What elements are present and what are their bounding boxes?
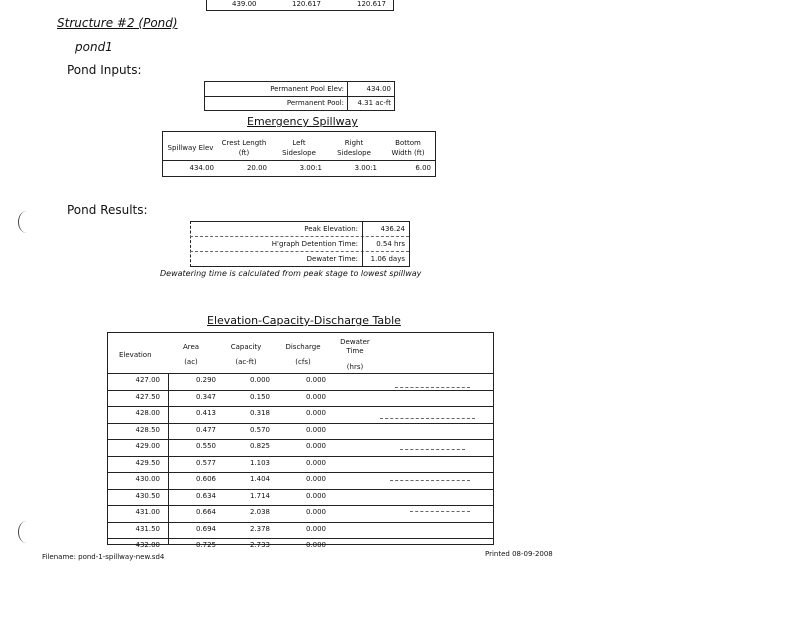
- table-artifact-line: [390, 480, 470, 481]
- pond-results-heading: Pond Results:: [67, 203, 148, 217]
- ecd-cell-dis: 0.000: [305, 475, 326, 483]
- pond-result-value: 0.54 hrs: [376, 240, 405, 248]
- footer-filename: Filename: pond-1-spillway-new.sd4: [42, 553, 165, 561]
- pond-input-value: 4.31 ac-ft: [357, 99, 391, 107]
- ecd-cell-cap: 0.825: [249, 442, 270, 450]
- pond-results-divider: [190, 236, 409, 237]
- ecd-cell-dis: 0.000: [305, 458, 326, 467]
- ecd-header-capacity-unit: (ac-ft): [235, 358, 257, 366]
- pond-inputs-divider: [204, 96, 394, 97]
- ecd-rows: [108, 373, 493, 555]
- ecd-header-discharge: Discharge: [285, 343, 321, 351]
- structure-title: Structure #2 (Pond): [57, 16, 178, 30]
- ecd-header-area: Area: [182, 343, 200, 351]
- ecd-cell-area: 0.634: [195, 491, 216, 500]
- ecd-cell-dis: 0.000: [305, 524, 326, 533]
- ecd-header-dewater-unit: (hrs): [346, 363, 364, 371]
- pond-results-divider: [190, 251, 409, 252]
- spillway-header: Right Sideslope: [337, 139, 371, 157]
- pond-inputs-col-divider: [347, 81, 348, 110]
- table-row: [108, 538, 493, 555]
- pond-result-label: Dewater Time:: [306, 255, 358, 263]
- table-artifact-line: [400, 449, 465, 450]
- ecd-cell-elev: 428.50: [135, 425, 160, 434]
- ecd-cell-cap: 0.570: [249, 425, 270, 434]
- emergency-spillway-title: Emergency Spillway: [247, 115, 358, 128]
- ecd-cell-cap: 2.733: [249, 541, 270, 549]
- ecd-cell-elev: 427.00: [135, 376, 160, 384]
- ecd-cell-area: 0.694: [195, 524, 216, 533]
- ecd-header-discharge-unit: (cfs): [295, 358, 311, 366]
- ecd-table-title: Elevation-Capacity-Discharge Table: [207, 314, 401, 327]
- top-row-value-2: 120.617: [292, 0, 321, 8]
- ecd-cell-elev: 428.00: [135, 409, 160, 417]
- ecd-cell-dis: 0.000: [305, 425, 326, 434]
- ecd-cell-cap: 1.714: [249, 491, 270, 500]
- top-row-value-1: 439.00: [232, 0, 257, 8]
- ecd-cell-elev: 429.00: [135, 442, 160, 450]
- ecd-header-capacity: Capacity: [230, 343, 262, 351]
- spillway-header: Crest Length (ft): [221, 139, 267, 157]
- ecd-cell-cap: 2.378: [249, 524, 270, 533]
- spillway-value: 3.00:1: [354, 164, 377, 172]
- pond-result-value: 436.24: [380, 225, 405, 233]
- pond-result-value: 1.06 days: [370, 255, 405, 263]
- ecd-cell-area: 0.413: [195, 409, 216, 417]
- ecd-cell-dis: 0.000: [305, 376, 326, 384]
- dewatering-note: Dewatering time is calculated from peak stage to lowest spillway: [160, 269, 422, 278]
- spillway-value: 434.00: [189, 164, 214, 172]
- ecd-cell-dis: 0.000: [305, 491, 326, 500]
- pond-result-label: Peak Elevation:: [304, 225, 358, 233]
- ecd-cell-area: 0.606: [195, 475, 216, 483]
- pond-result-label: H'graph Detention Time:: [271, 240, 358, 248]
- ecd-cell-cap: 0.150: [249, 392, 270, 401]
- spillway-header: Spillway Elev: [167, 144, 214, 152]
- ecd-cell-elev: 431.50: [135, 524, 160, 533]
- table-row: [108, 456, 493, 473]
- pond-input-label: Permanent Pool:: [286, 99, 344, 107]
- ecd-cell-elev: 430.50: [135, 491, 160, 500]
- ecd-cell-area: 0.664: [195, 508, 216, 516]
- ecd-cell-cap: 1.103: [249, 458, 270, 467]
- pond-input-label: Permanent Pool Elev:: [270, 85, 344, 93]
- pond-inputs-heading: Pond Inputs:: [67, 63, 142, 77]
- spillway-header: Left Sideslope: [282, 139, 316, 157]
- ecd-header-elevation: Elevation: [119, 351, 152, 359]
- spillway-value: 6.00: [415, 164, 431, 172]
- table-artifact-line: [380, 418, 475, 419]
- ecd-header-dewater-time: Dewater Time: [340, 338, 370, 355]
- top-row-value-3: 120.617: [357, 0, 386, 8]
- ecd-cell-area: 0.577: [195, 458, 216, 467]
- structure-name: pond1: [75, 40, 113, 54]
- ecd-cell-elev: 431.00: [135, 508, 160, 516]
- ecd-cell-area: 0.290: [195, 376, 216, 384]
- table-row: [108, 505, 493, 522]
- ecd-table: [107, 332, 494, 549]
- spillway-value: 20.00: [246, 164, 267, 172]
- ecd-cell-dis: 0.000: [305, 442, 326, 450]
- spillway-header: Bottom Width (ft): [391, 139, 425, 157]
- ecd-cell-area: 0.347: [195, 392, 216, 401]
- ecd-cell-dis: 0.000: [305, 508, 326, 516]
- ecd-cell-dis: 0.000: [305, 541, 326, 549]
- spillway-value: 3.00:1: [299, 164, 322, 172]
- ecd-cell-elev: 432.00: [135, 541, 160, 549]
- table-artifact-line: [410, 511, 470, 512]
- table-row: [108, 423, 493, 440]
- table-row: [108, 390, 493, 407]
- scan-hole-mark: [18, 521, 35, 543]
- ecd-cell-cap: 0.000: [249, 376, 270, 384]
- ecd-cell-cap: 2.038: [249, 508, 270, 516]
- ecd-cell-area: 0.725: [195, 541, 216, 549]
- ecd-cell-dis: 0.000: [305, 392, 326, 401]
- table-row: [108, 406, 493, 423]
- table-row: [108, 439, 493, 456]
- ecd-cell-dis: 0.000: [305, 409, 326, 417]
- ecd-cell-area: 0.550: [195, 442, 216, 450]
- table-row: [108, 522, 493, 539]
- pond-input-value: 434.00: [366, 85, 391, 93]
- ecd-header-area-unit: (ac): [184, 358, 198, 366]
- scan-hole-mark: [18, 211, 35, 233]
- ecd-cell-area: 0.477: [195, 425, 216, 434]
- ecd-cell-elev: 430.00: [135, 475, 160, 483]
- ecd-cell-cap: 0.318: [249, 409, 270, 417]
- ecd-cell-elev: 427.50: [135, 392, 160, 401]
- pond-results-col-divider: [362, 221, 363, 266]
- table-artifact-line: [395, 387, 470, 388]
- footer-printed: Printed 08-09-2008: [485, 550, 553, 558]
- ecd-cell-cap: 1.404: [249, 475, 270, 483]
- table-row: [108, 489, 493, 506]
- spillway-header-divider: [162, 160, 435, 161]
- ecd-cell-elev: 429.50: [135, 458, 160, 467]
